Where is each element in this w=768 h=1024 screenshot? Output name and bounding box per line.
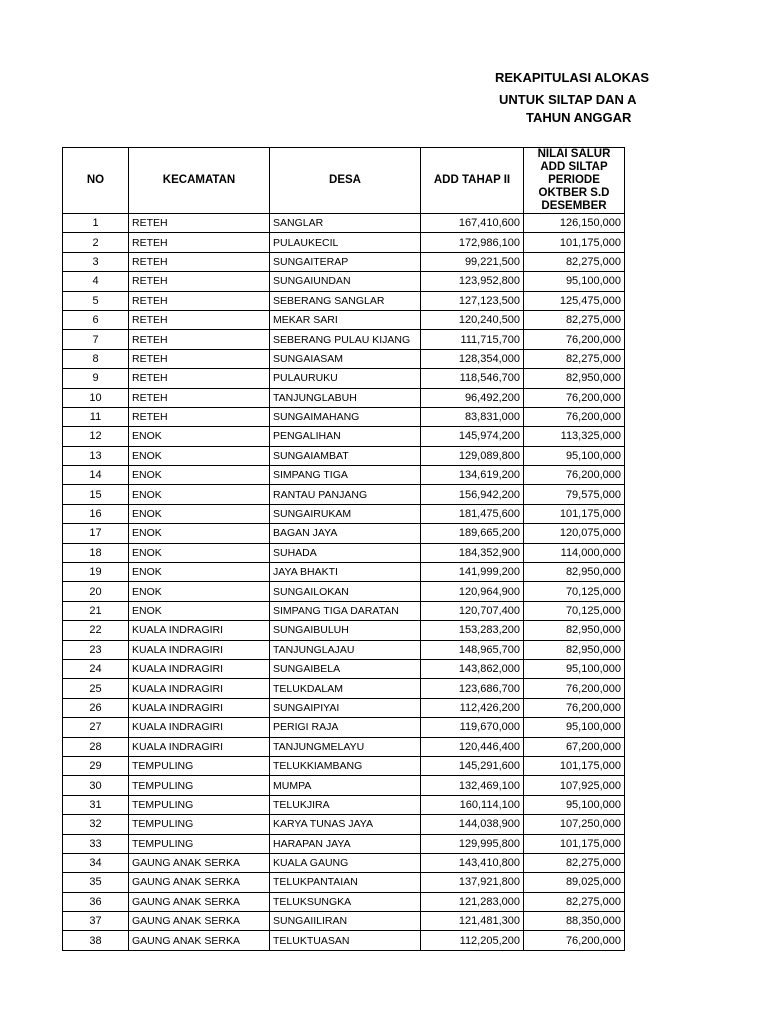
table-row (63, 407, 625, 426)
cell-kecamatan: KUALA INDRAGIRI (129, 659, 270, 678)
table-row (63, 659, 625, 678)
cell-nilai-salur-siltap: 82,950,000 (524, 621, 625, 640)
cell-no: 24 (63, 659, 129, 678)
cell-add-tahap-ii: 83,831,000 (421, 407, 524, 426)
cell-kecamatan: GAUNG ANAK SERKA (129, 912, 270, 931)
cell-kecamatan: GAUNG ANAK SERKA (129, 931, 270, 950)
cell-kecamatan: GAUNG ANAK SERKA (129, 892, 270, 911)
cell-add-tahap-ii: 134,619,200 (421, 466, 524, 485)
cell-kecamatan: ENOK (129, 543, 270, 562)
cell-add-tahap-ii: 153,283,200 (421, 621, 524, 640)
cell-desa: SUNGAIUNDAN (270, 272, 421, 291)
cell-kecamatan: RETEH (129, 407, 270, 426)
table-row (63, 815, 625, 834)
cell-nilai-salur-siltap: 67,200,000 (524, 737, 625, 756)
cell-add-tahap-ii: 128,354,000 (421, 349, 524, 368)
cell-nilai-salur-siltap: 82,275,000 (524, 349, 625, 368)
cell-no: 8 (63, 349, 129, 368)
cell-desa: PULAURUKU (270, 369, 421, 388)
title-line-3: TAHUN ANGGAR (526, 110, 632, 125)
cell-add-tahap-ii: 143,410,800 (421, 853, 524, 872)
cell-no: 25 (63, 679, 129, 698)
cell-no: 12 (63, 427, 129, 446)
cell-kecamatan: ENOK (129, 563, 270, 582)
table-row (63, 272, 625, 291)
cell-nilai-salur-siltap: 76,200,000 (524, 330, 625, 349)
cell-desa: SUNGAITERAP (270, 252, 421, 271)
cell-desa: TELUKPANTAIAN (270, 873, 421, 892)
cell-desa: SUNGAIILIRAN (270, 912, 421, 931)
cell-desa: SUHADA (270, 543, 421, 562)
cell-add-tahap-ii: 172,986,100 (421, 233, 524, 252)
cell-no: 4 (63, 272, 129, 291)
title-line-1: REKAPITULASI ALOKAS (495, 70, 650, 85)
cell-add-tahap-ii: 137,921,800 (421, 873, 524, 892)
cell-kecamatan: RETEH (129, 330, 270, 349)
cell-nilai-salur-siltap: 89,025,000 (524, 873, 625, 892)
cell-desa: SANGLAR (270, 214, 421, 233)
table-row (63, 291, 625, 310)
cell-add-tahap-ii: 120,707,400 (421, 601, 524, 620)
table-row (63, 698, 625, 717)
cell-kecamatan: ENOK (129, 485, 270, 504)
cell-no: 17 (63, 524, 129, 543)
table-row (63, 795, 625, 814)
cell-add-tahap-ii: 143,862,000 (421, 659, 524, 678)
column-header-nilai-salur-siltap: NILAI SALUR ADD SILTAP PERIODE OKTBER S.D DESEMBER (524, 148, 625, 214)
cell-nilai-salur-siltap: 76,200,000 (524, 388, 625, 407)
cell-add-tahap-ii: 160,114,100 (421, 795, 524, 814)
cell-add-tahap-ii: 145,974,200 (421, 427, 524, 446)
cell-nilai-salur-siltap: 70,125,000 (524, 601, 625, 620)
table-row (63, 853, 625, 872)
table-row (63, 330, 625, 349)
table-row (63, 369, 625, 388)
table-row (63, 756, 625, 775)
cell-add-tahap-ii: 118,546,700 (421, 369, 524, 388)
cell-add-tahap-ii: 112,205,200 (421, 931, 524, 950)
table-row (63, 524, 625, 543)
cell-desa: PERIGI RAJA (270, 718, 421, 737)
cell-no: 28 (63, 737, 129, 756)
cell-add-tahap-ii: 129,089,800 (421, 446, 524, 465)
cell-no: 31 (63, 795, 129, 814)
table-row (63, 776, 625, 795)
cell-nilai-salur-siltap: 126,150,000 (524, 214, 625, 233)
cell-nilai-salur-siltap: 95,100,000 (524, 272, 625, 291)
table-row (63, 349, 625, 368)
cell-desa: TELUKSUNGKA (270, 892, 421, 911)
cell-nilai-salur-siltap: 101,175,000 (524, 504, 625, 523)
cell-kecamatan: KUALA INDRAGIRI (129, 640, 270, 659)
cell-nilai-salur-siltap: 125,475,000 (524, 291, 625, 310)
cell-desa: JAYA BHAKTI (270, 563, 421, 582)
cell-desa: TELUKTUASAN (270, 931, 421, 950)
cell-kecamatan: TEMPULING (129, 834, 270, 853)
cell-nilai-salur-siltap: 76,200,000 (524, 679, 625, 698)
cell-no: 35 (63, 873, 129, 892)
cell-nilai-salur-siltap: 101,175,000 (524, 756, 625, 775)
cell-add-tahap-ii: 127,123,500 (421, 291, 524, 310)
cell-kecamatan: ENOK (129, 466, 270, 485)
cell-add-tahap-ii: 123,952,800 (421, 272, 524, 291)
cell-nilai-salur-siltap: 76,200,000 (524, 407, 625, 426)
table-body (63, 214, 625, 951)
cell-kecamatan: GAUNG ANAK SERKA (129, 853, 270, 872)
cell-no: 37 (63, 912, 129, 931)
cell-kecamatan: KUALA INDRAGIRI (129, 621, 270, 640)
cell-desa: PENGALIHAN (270, 427, 421, 446)
cell-desa: SUNGAIBULUH (270, 621, 421, 640)
table-row (63, 466, 625, 485)
cell-add-tahap-ii: 144,038,900 (421, 815, 524, 834)
cell-kecamatan: RETEH (129, 310, 270, 329)
table-row (63, 252, 625, 271)
cell-no: 9 (63, 369, 129, 388)
cell-add-tahap-ii: 167,410,600 (421, 214, 524, 233)
cell-nilai-salur-siltap: 101,175,000 (524, 834, 625, 853)
cell-nilai-salur-siltap: 120,075,000 (524, 524, 625, 543)
cell-kecamatan: TEMPULING (129, 815, 270, 834)
cell-add-tahap-ii: 123,686,700 (421, 679, 524, 698)
cell-nilai-salur-siltap: 95,100,000 (524, 446, 625, 465)
cell-desa: SUNGAILOKAN (270, 582, 421, 601)
cell-add-tahap-ii: 120,240,500 (421, 310, 524, 329)
table-row (63, 912, 625, 931)
cell-kecamatan: RETEH (129, 369, 270, 388)
cell-no: 22 (63, 621, 129, 640)
table-row (63, 310, 625, 329)
cell-desa: TANJUNGLABUH (270, 388, 421, 407)
cell-desa: SUNGAIRUKAM (270, 504, 421, 523)
table-row (63, 233, 625, 252)
cell-nilai-salur-siltap: 82,950,000 (524, 369, 625, 388)
cell-no: 34 (63, 853, 129, 872)
cell-kecamatan: KUALA INDRAGIRI (129, 737, 270, 756)
table-row (63, 427, 625, 446)
cell-no: 1 (63, 214, 129, 233)
cell-no: 38 (63, 931, 129, 950)
table-row (63, 931, 625, 950)
cell-no: 29 (63, 756, 129, 775)
cell-kecamatan: TEMPULING (129, 795, 270, 814)
table-row (63, 621, 625, 640)
cell-kecamatan: ENOK (129, 427, 270, 446)
cell-no: 5 (63, 291, 129, 310)
table-row (63, 214, 625, 233)
table-row (63, 737, 625, 756)
cell-desa: SUNGAIBELA (270, 659, 421, 678)
table-row (63, 834, 625, 853)
cell-no: 36 (63, 892, 129, 911)
cell-add-tahap-ii: 119,670,000 (421, 718, 524, 737)
cell-add-tahap-ii: 145,291,600 (421, 756, 524, 775)
cell-add-tahap-ii: 96,492,200 (421, 388, 524, 407)
table-row (63, 485, 625, 504)
cell-no: 10 (63, 388, 129, 407)
cell-desa: TANJUNGLAJAU (270, 640, 421, 659)
column-header-no: NO (63, 148, 129, 214)
cell-nilai-salur-siltap: 82,950,000 (524, 563, 625, 582)
cell-desa: HARAPAN JAYA (270, 834, 421, 853)
cell-nilai-salur-siltap: 82,275,000 (524, 252, 625, 271)
cell-kecamatan: ENOK (129, 524, 270, 543)
table-row (63, 640, 625, 659)
cell-desa: SUNGAIAMBAT (270, 446, 421, 465)
table-row (63, 718, 625, 737)
cell-kecamatan: RETEH (129, 233, 270, 252)
cell-desa: MUMPA (270, 776, 421, 795)
cell-add-tahap-ii: 99,221,500 (421, 252, 524, 271)
cell-desa: KARYA TUNAS JAYA (270, 815, 421, 834)
table-row (63, 388, 625, 407)
cell-nilai-salur-siltap: 95,100,000 (524, 718, 625, 737)
cell-desa: SUNGAIPIYAI (270, 698, 421, 717)
cell-kecamatan: KUALA INDRAGIRI (129, 718, 270, 737)
cell-nilai-salur-siltap: 107,925,000 (524, 776, 625, 795)
cell-kecamatan: GAUNG ANAK SERKA (129, 873, 270, 892)
cell-kecamatan: ENOK (129, 601, 270, 620)
cell-desa: TELUKJIRA (270, 795, 421, 814)
cell-desa: PULAUKECIL (270, 233, 421, 252)
table-row (63, 446, 625, 465)
cell-no: 16 (63, 504, 129, 523)
cell-kecamatan: RETEH (129, 214, 270, 233)
cell-desa: TELUKKIAMBANG (270, 756, 421, 775)
cell-kecamatan: RETEH (129, 388, 270, 407)
cell-no: 32 (63, 815, 129, 834)
cell-add-tahap-ii: 112,426,200 (421, 698, 524, 717)
cell-nilai-salur-siltap: 113,325,000 (524, 427, 625, 446)
cell-nilai-salur-siltap: 95,100,000 (524, 659, 625, 678)
cell-desa: SIMPANG TIGA DARATAN (270, 601, 421, 620)
cell-no: 33 (63, 834, 129, 853)
cell-add-tahap-ii: 184,352,900 (421, 543, 524, 562)
cell-no: 3 (63, 252, 129, 271)
cell-nilai-salur-siltap: 70,125,000 (524, 582, 625, 601)
table-row (63, 601, 625, 620)
cell-no: 21 (63, 601, 129, 620)
allocation-table (62, 147, 625, 951)
cell-desa: TANJUNGMELAYU (270, 737, 421, 756)
cell-add-tahap-ii: 129,995,800 (421, 834, 524, 853)
cell-no: 19 (63, 563, 129, 582)
cell-kecamatan: ENOK (129, 446, 270, 465)
cell-kecamatan: RETEH (129, 349, 270, 368)
cell-add-tahap-ii: 148,965,700 (421, 640, 524, 659)
cell-kecamatan: TEMPULING (129, 756, 270, 775)
table-row (63, 563, 625, 582)
cell-nilai-salur-siltap: 101,175,000 (524, 233, 625, 252)
cell-nilai-salur-siltap: 82,950,000 (524, 640, 625, 659)
column-header-kecamatan: KECAMATAN (129, 148, 270, 214)
cell-desa: BAGAN JAYA (270, 524, 421, 543)
cell-nilai-salur-siltap: 76,200,000 (524, 698, 625, 717)
cell-kecamatan: ENOK (129, 504, 270, 523)
cell-kecamatan: RETEH (129, 291, 270, 310)
cell-nilai-salur-siltap: 76,200,000 (524, 931, 625, 950)
cell-no: 2 (63, 233, 129, 252)
cell-nilai-salur-siltap: 95,100,000 (524, 795, 625, 814)
cell-desa: TELUKDALAM (270, 679, 421, 698)
cell-add-tahap-ii: 121,283,000 (421, 892, 524, 911)
cell-add-tahap-ii: 121,481,300 (421, 912, 524, 931)
cell-add-tahap-ii: 120,446,400 (421, 737, 524, 756)
cell-nilai-salur-siltap: 79,575,000 (524, 485, 625, 504)
cell-add-tahap-ii: 141,999,200 (421, 563, 524, 582)
cell-add-tahap-ii: 120,964,900 (421, 582, 524, 601)
cell-no: 7 (63, 330, 129, 349)
cell-kecamatan: RETEH (129, 272, 270, 291)
title-line-2: UNTUK SILTAP DAN A (499, 92, 637, 107)
cell-kecamatan: ENOK (129, 582, 270, 601)
cell-add-tahap-ii: 189,665,200 (421, 524, 524, 543)
column-header-desa: DESA (270, 148, 421, 214)
cell-add-tahap-ii: 156,942,200 (421, 485, 524, 504)
document-header (0, 0, 768, 140)
table-row (63, 582, 625, 601)
cell-add-tahap-ii: 132,469,100 (421, 776, 524, 795)
cell-desa: SEBERANG SANGLAR (270, 291, 421, 310)
cell-no: 11 (63, 407, 129, 426)
cell-no: 26 (63, 698, 129, 717)
cell-desa: KUALA GAUNG (270, 853, 421, 872)
cell-add-tahap-ii: 111,715,700 (421, 330, 524, 349)
cell-no: 14 (63, 466, 129, 485)
cell-nilai-salur-siltap: 114,000,000 (524, 543, 625, 562)
table-row (63, 543, 625, 562)
cell-no: 13 (63, 446, 129, 465)
table-row (63, 679, 625, 698)
cell-nilai-salur-siltap: 82,275,000 (524, 853, 625, 872)
cell-desa: SIMPANG TIGA (270, 466, 421, 485)
cell-nilai-salur-siltap: 82,275,000 (524, 892, 625, 911)
cell-nilai-salur-siltap: 76,200,000 (524, 466, 625, 485)
cell-no: 15 (63, 485, 129, 504)
cell-desa: MEKAR SARI (270, 310, 421, 329)
cell-desa: SUNGAIASAM (270, 349, 421, 368)
cell-kecamatan: TEMPULING (129, 776, 270, 795)
table-header-row (63, 148, 625, 214)
table-row (63, 892, 625, 911)
cell-no: 30 (63, 776, 129, 795)
cell-desa: RANTAU PANJANG (270, 485, 421, 504)
cell-nilai-salur-siltap: 82,275,000 (524, 310, 625, 329)
cell-desa: SEBERANG PULAU KIJANG (270, 330, 421, 349)
cell-desa: SUNGAIMAHANG (270, 407, 421, 426)
cell-no: 6 (63, 310, 129, 329)
table-row (63, 873, 625, 892)
cell-no: 20 (63, 582, 129, 601)
cell-add-tahap-ii: 181,475,600 (421, 504, 524, 523)
column-header-add-tahap-ii: ADD TAHAP II (421, 148, 524, 214)
cell-nilai-salur-siltap: 107,250,000 (524, 815, 625, 834)
cell-no: 18 (63, 543, 129, 562)
cell-kecamatan: KUALA INDRAGIRI (129, 679, 270, 698)
table-row (63, 504, 625, 523)
cell-kecamatan: KUALA INDRAGIRI (129, 698, 270, 717)
cell-kecamatan: RETEH (129, 252, 270, 271)
cell-no: 27 (63, 718, 129, 737)
cell-no: 23 (63, 640, 129, 659)
cell-nilai-salur-siltap: 88,350,000 (524, 912, 625, 931)
